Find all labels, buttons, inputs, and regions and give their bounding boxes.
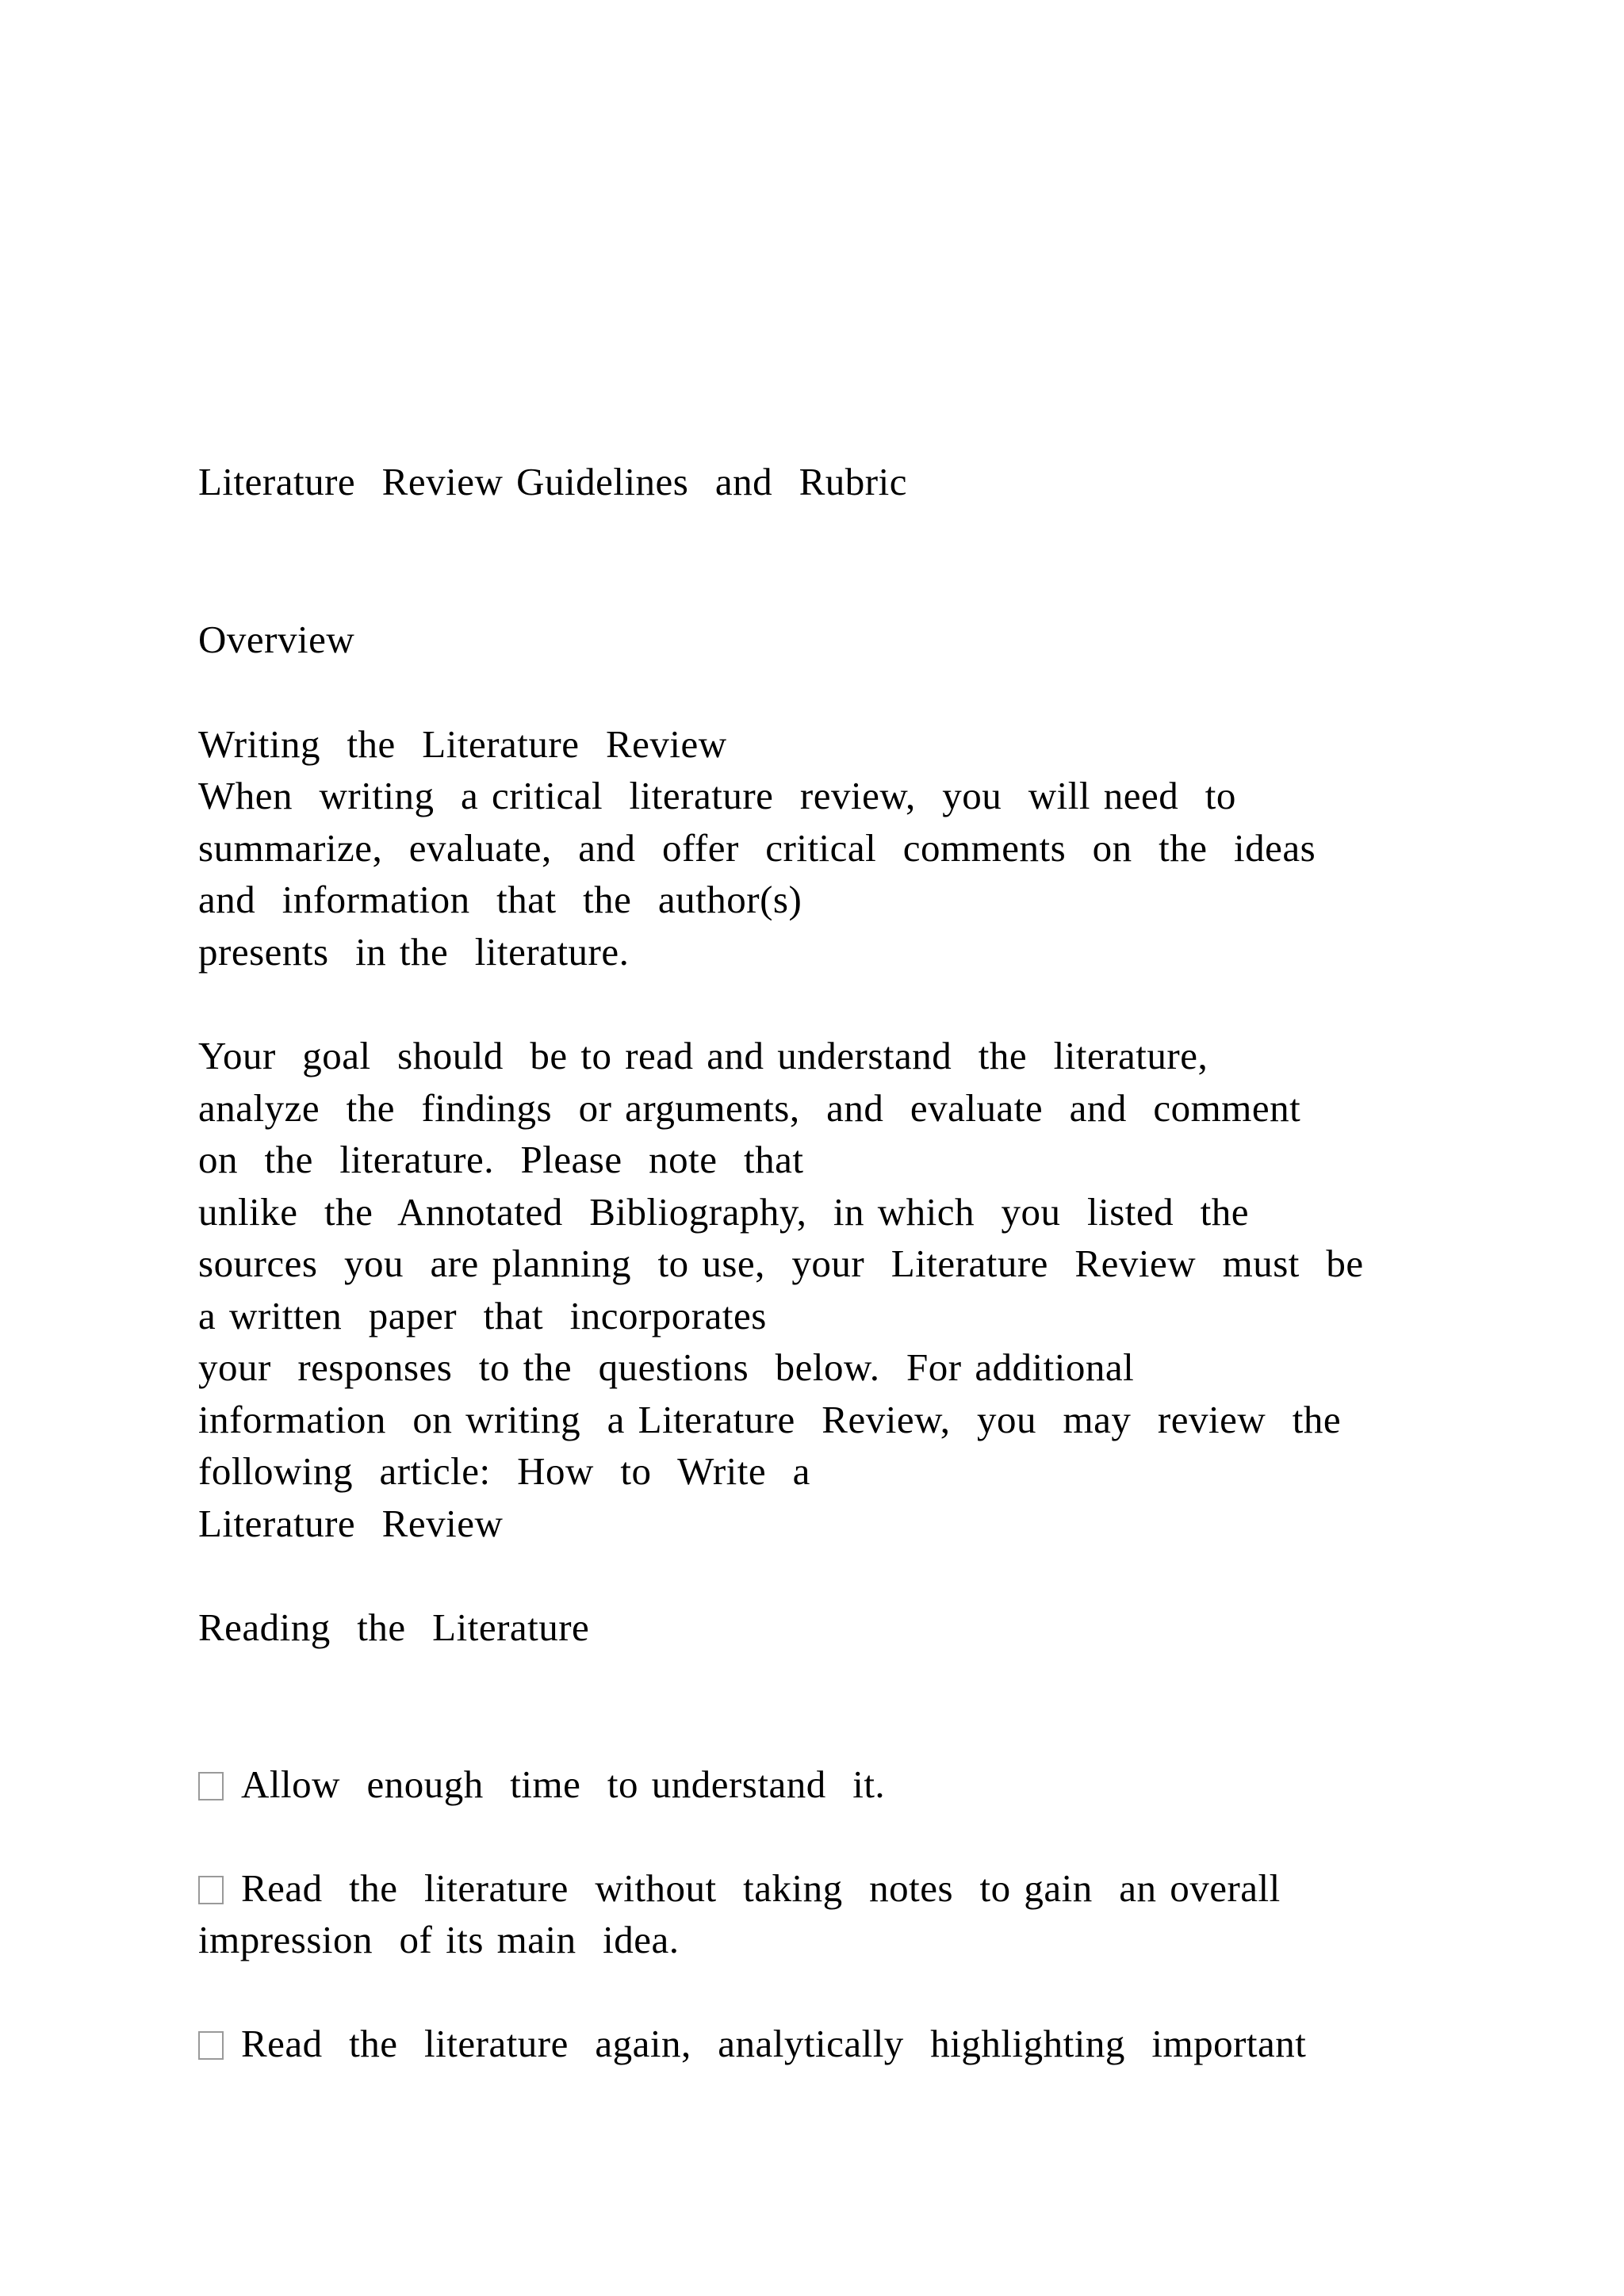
writing-heading: Writing the Literature Review [198,722,727,766]
paragraph-line: analyze the findings or arguments, and evaluate and comment [198,1086,1301,1130]
paragraph-line: Literature Review [198,1502,504,1545]
document-title: Literature Review Guidelines and Rubric [198,460,907,503]
overview-heading: Overview [198,618,355,661]
paragraph-line: information on writing a Literature Review, you may review the [198,1398,1342,1441]
paragraph-line: unlike the Annotated Bibliography, in which you listed the [198,1190,1250,1234]
paragraph-line: sources you are planning to use, your Literature Review must be [198,1242,1364,1285]
bullet-item [198,2024,1306,2063]
paragraph-line: summarize, evaluate, and offer critical comments on the ideas [198,826,1316,870]
bullet-continuation: impression of its main idea. [198,1918,680,1961]
paragraph-line: your responses to the questions below. For additional [198,1345,1135,1389]
bullet-item [198,1762,886,1806]
missing-glyph-icon [198,1772,224,1800]
paragraph-line: following article: How to Write a [198,1449,810,1493]
paragraph-line: Your goal should be to read and understand the literature, [198,1034,1208,1077]
paragraph-line: presents in the literature. [198,930,630,974]
paragraph-line: on the literature. Please note that [198,1138,804,1181]
missing-glyph-icon [198,2031,224,2060]
bullet-text: Read the literature again, analytically highlighting important [241,2022,1307,2065]
paragraph-line: a written paper that incorporates [198,1294,767,1337]
paragraph-line: and information that the author(s) [198,878,802,921]
bullet-item [198,1866,1281,1910]
bullet-text: Read the literature without taking notes to gain an overall [241,1866,1281,1910]
missing-glyph-icon [198,1876,224,1904]
paragraph-line: When writing a critical literature review, you will need to [198,774,1236,817]
bullet-text: Allow enough time to understand it. [241,1762,886,1806]
reading-heading: Reading the Literature [198,1605,590,1649]
